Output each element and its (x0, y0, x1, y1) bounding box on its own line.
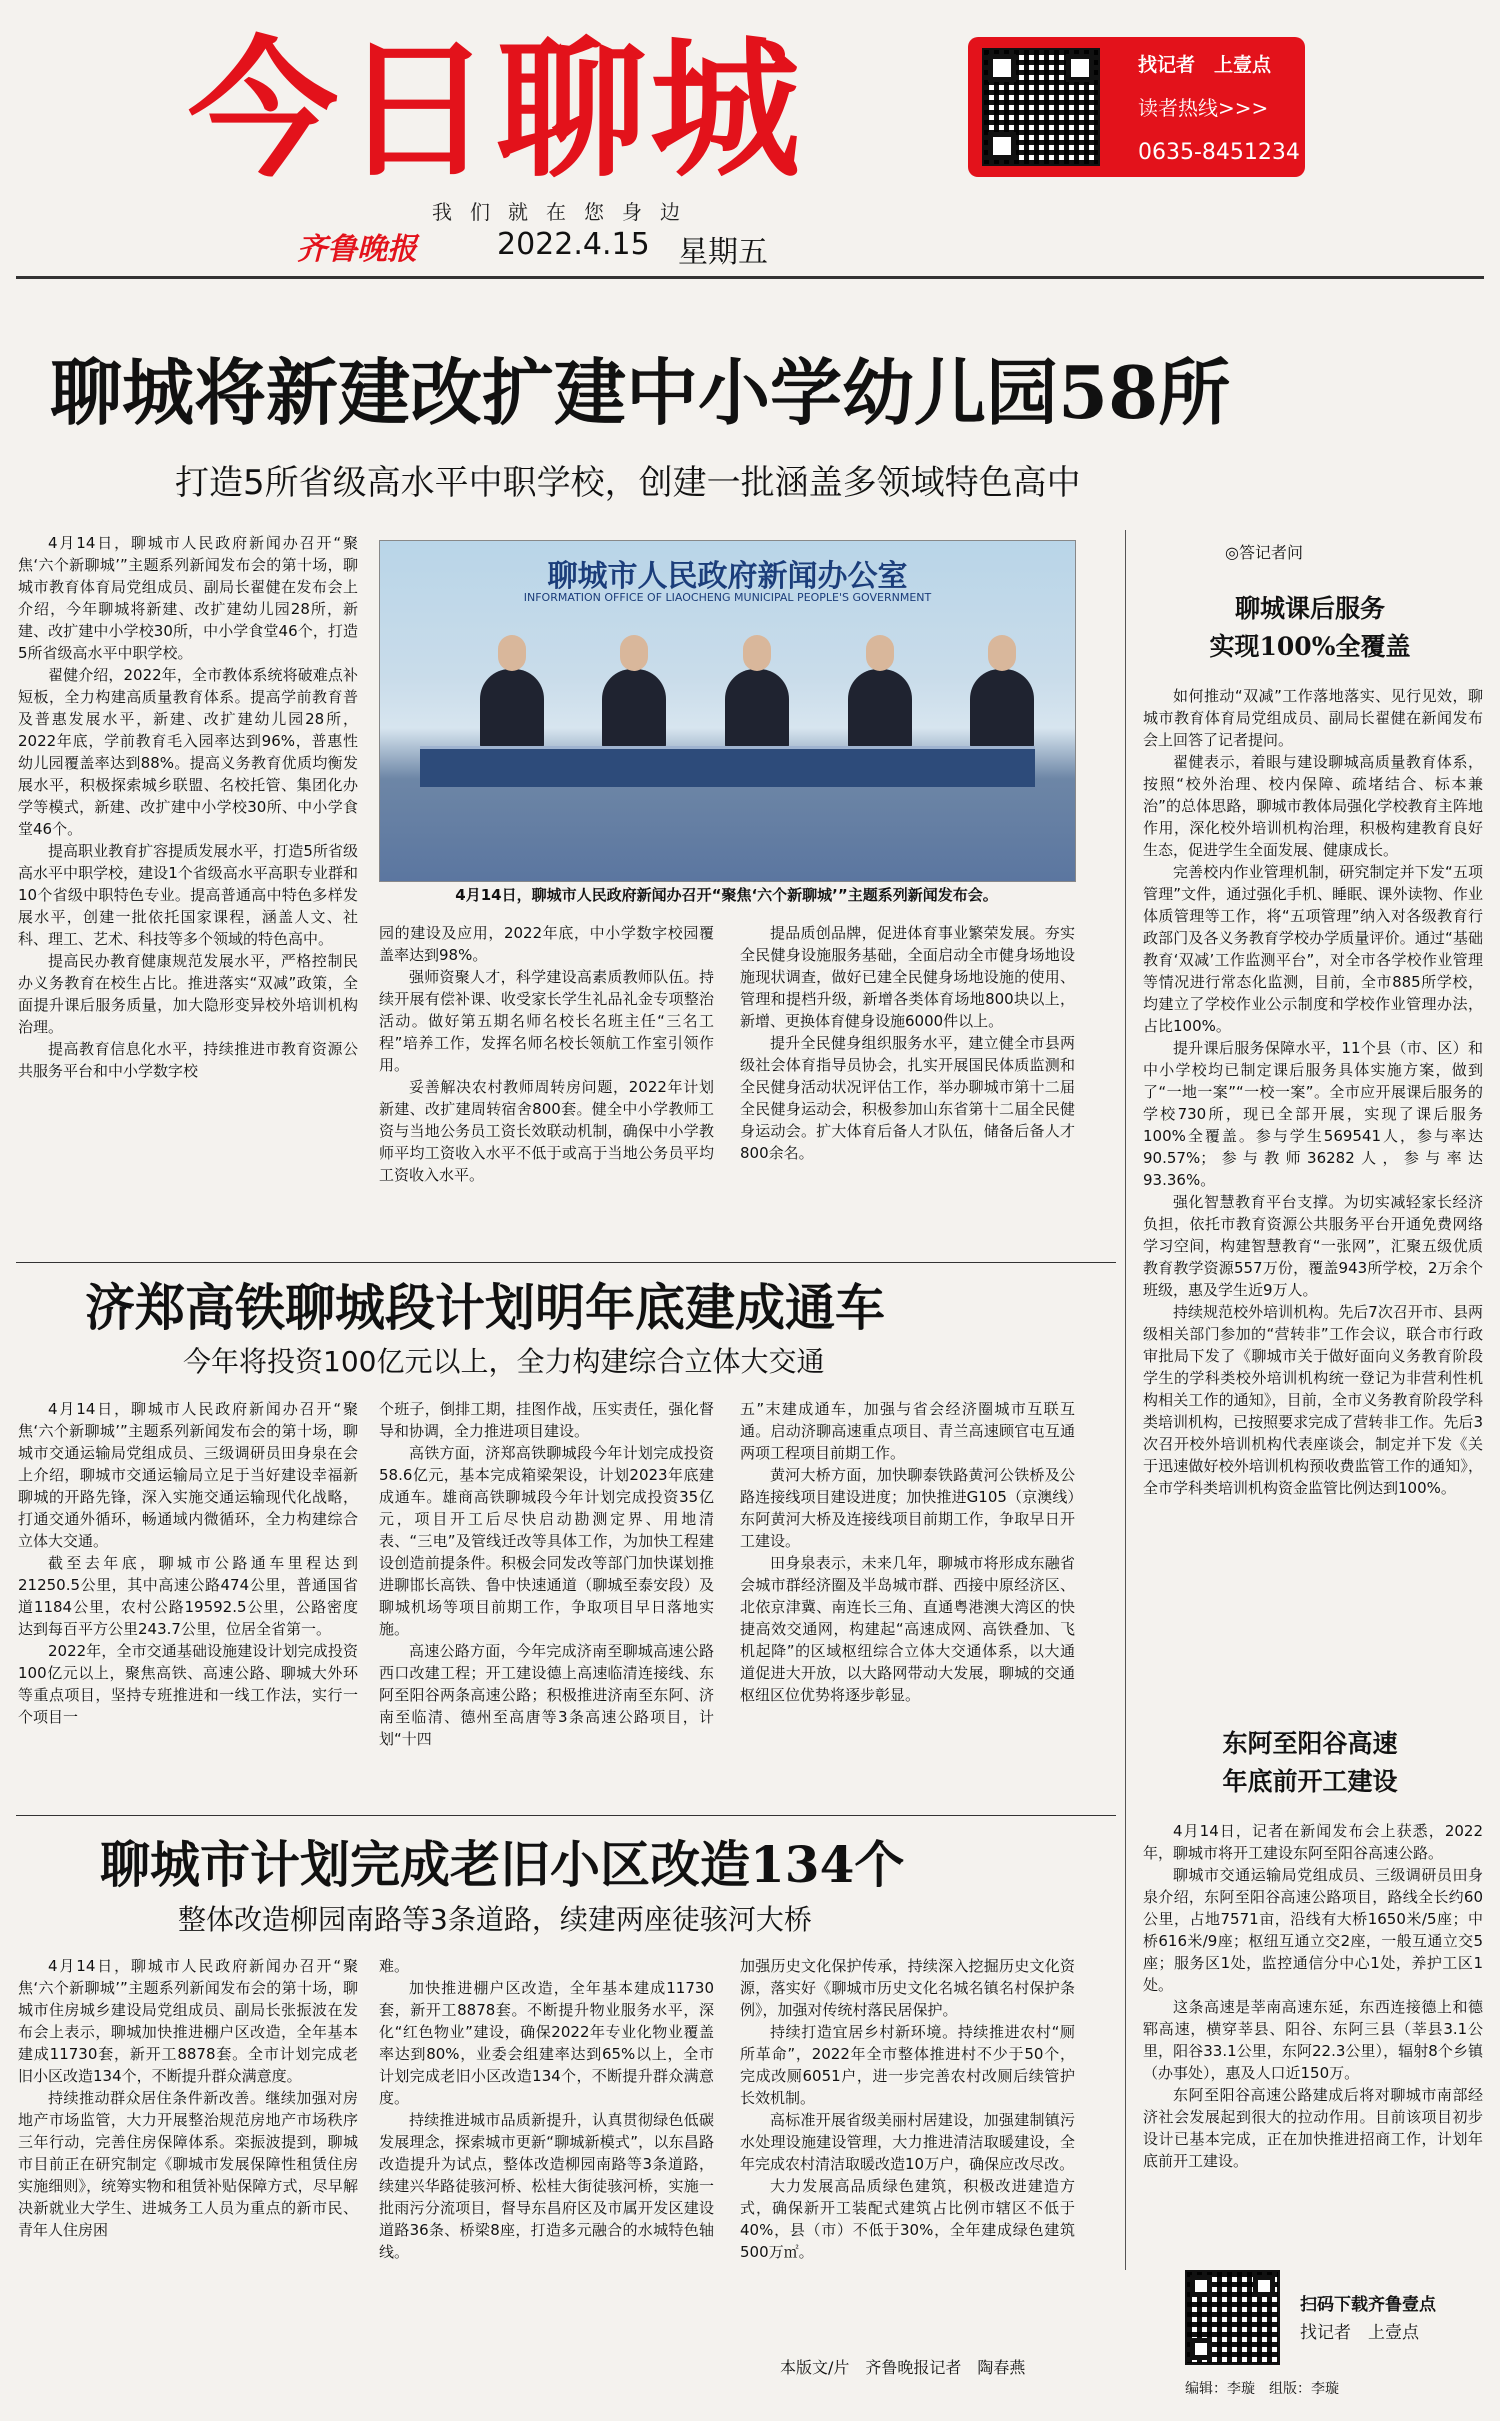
story2-headline: 济郑高铁聊城段计划明年底建成通车 (85, 1278, 885, 1337)
paragraph: 聊城市交通运输局党组成员、三级调研员田身泉介绍，东阿至阳谷高速公路项目，路线全长约60公里，占地7571亩，沿线有大桥1650米/5座；中桥616米/9座；枢纽互通立交2座，一般互通立交5座；服务区1处，监控通信分中心1处，养护工区1处。 (1143, 1866, 1483, 1994)
paragraph: 提品质创品牌，促进体育事业繁荣发展。夯实全民健身设施服务基础，全面启动全市健身场地设施现状调查，做好已建全民健身场地设施的使用、管理和提档升级，新增各类体育场地800块以上，新增、更换体育健身设施6000件以上。 (740, 924, 1075, 1030)
hotline-line1: 找记者 上壹点 (1138, 54, 1272, 76)
hotline-line2: 读者热线>>> (1138, 96, 1269, 120)
paragraph: 田身泉表示，未来几年，聊城市将形成东融省会城市群经济圈及半岛城市群、西接中原经济区、北依京津冀、南连长三角、直通粤港澳大湾区的快捷高效交通网，构建起“高速成网、高铁叠加、飞机起降”的区域枢纽综合立体大交通体系，以大通道促进大开放，以大路网带动大发展，聊城的交通枢纽区位优势将逐步彰显。 (740, 1554, 1075, 1704)
paragraph: 提高教育信息化水平，持续推进市教育资源公共服务平台和中小学数字校 (18, 1040, 358, 1080)
story3-col3 (740, 1955, 1075, 2340)
sidebar-title1-line2: 实现100%全覆盖 (1209, 632, 1411, 661)
paragraph: 4月14日，聊城市人民政府新闻办召开“聚焦‘六个新聊城’”主题系列新闻发布会的第十场，聊城市交通运输局党组成员、三级调研员田身泉在会上介绍，聊城市交通运输局立足于当好建设幸福新聊城的开路先锋，深入实施交通运输现代化战略，打通交通外循环，畅通域内微循环，全力构建综合立体大交通。 (18, 1400, 358, 1550)
paragraph: 翟健介绍，2022年，全市教体系统将破难点补短板，全力构建高质量教育体系。提高学前教育普及普惠发展水平，新建、改扩建幼儿园28所，2022年底，学前教育毛入园率达到96%，普惠性幼儿园覆盖率达到88%。提高义务教育优质均衡发展水平，积极探索城乡联盟、名校托管、集团化办学等模式，新建、改扩建中小学校30所、中小学食堂46个。 (18, 666, 358, 838)
paragraph: 提升课后服务保障水平，11个县（市、区）和中小学校均已制定课后服务具体实施方案，做到了“一地一案”“一校一案”。全市应开展课后服务的学校730所，现已全部开展，实现了课后服务100%全覆盖。参与学生569541人，参与率达90.57%；参与教师36282人，参与率达93.36%。 (1143, 1039, 1483, 1189)
section-rule (16, 1262, 1116, 1263)
paragraph: 2022年，全市交通基础设施建设计划完成投资100亿元以上，聚焦高铁、高速公路、聊城大外环等重点项目，坚持专班推进和一线工作法，实行一个项目一 (18, 1642, 358, 1726)
story3-headline: 聊城市计划完成老旧小区改造134个 (100, 1835, 905, 1894)
section-rule (16, 1815, 1116, 1816)
byline-credit: 本版文/片 齐鲁晚报记者 陶春燕 (780, 2358, 1026, 2377)
speaker-figure (725, 669, 789, 749)
paragraph: 加强历史文化保护传承，持续深入挖掘历史文化资源，落实好《聊城市历史文化名城名镇名村保护条例》，加强对传统村落民居保护。 (740, 1957, 1075, 2019)
paragraph: 高铁方面，济郑高铁聊城段今年计划完成投资58.6亿元，基本完成箱梁架设，计划2023年底建成通车。雄商高铁聊城段今年计划完成投资35亿元，项目开工后尽快启动勘测定界、用地清表、“三电”及管线迁改等具体工作，为加快工程建设创造前提条件。积极会同发改等部门加快谋划推进聊邯长高铁、鲁中快速通道（聊城至泰安段）及聊城机场等项目前期工作，争取项目早日落地实施。 (379, 1444, 714, 1638)
story1-col2 (379, 922, 714, 1254)
paragraph: 东阿至阳谷高速公路建成后将对聊城市南部经济社会发展起到很大的拉动作用。目前该项目初步设计已基本完成，正在加快推进招商工作，计划年底前开工建设。 (1143, 2086, 1483, 2170)
paragraph: 加快推进棚户区改造，全年基本建成11730套，新开工8878套。不断提升物业服务水平，深化“红色物业”建设，确保2022年专业化物业覆盖率达到80%，业委会组建率达到65%以上，全市计划完成老旧小区改造134个，不断提升群众满意度。 (379, 1979, 714, 2107)
paragraph: 翟健表示，着眼与建设聊城高质量教育体系，按照“校外治理、校内保障、疏堵结合、标本兼治”的总体思路，聊城市教体局强化学校教育主阵地作用，深化校外培训机构治理，积极构建教育良好生态，促进学生全面发展、健康成长。 (1143, 753, 1483, 859)
story2-col2 (379, 1398, 714, 1818)
press-conference-photo (379, 540, 1076, 882)
column-divider (1125, 530, 1126, 2270)
paragraph: 高标准开展省级美丽村居建设，加强建制镇污水处理设施建设管理，大力推进清洁取暖建设，全年完成农村清洁取暖改造10万户，确保应改尽改。 (740, 2111, 1075, 2173)
story2-col1 (18, 1398, 358, 1818)
story1-col3 (740, 922, 1075, 1254)
paragraph: 强师资聚人才，科学建设高素质教师队伍。持续开展有偿补课、收受家长学生礼品礼金专项整治活动。做好第五期名师名校长名班主任“三名工程”培养工作，发挥名师名校长领航工作室引领作用。 (379, 968, 714, 1074)
hotline-phone: 0635-8451234 (1138, 140, 1300, 165)
story3-subhead: 整体改造柳园南路等3条道路，续建两座徒骇河大桥 (178, 1903, 812, 1936)
paragraph: 截至去年底，聊城市公路通车里程达到21250.5公里，其中高速公路474公里，普通国省道1184公里，农村公路19592.5公里，公路密度达到每百平方公里243.7公里，位居全省第一。 (18, 1554, 358, 1638)
paragraph: 强化智慧教育平台支撑。为切实减轻家长经济负担，依托市教育资源公共服务平台开通免费网络学习空间，构建智慧教育“一张网”，汇聚五级优质教育教学资源557万份，覆盖943所学校，2万余个班级，惠及学生近9万人。 (1143, 1193, 1483, 1299)
paragraph: 妥善解决农村教师周转房问题，2022年计划新建、改扩建周转宿舍800套。健全中小学教师工资与当地公务员工资长效联动机制，确保中小学教师平均工资收入水平不低于或高于当地公务员平均工资收入水平。 (379, 1078, 714, 1184)
paragraph: 持续打造宜居乡村新环境。持续推进农村“厕所革命”，2022年全市整体推进村不少于50个，完成改厕6051户，进一步完善农村改厕后续管护长效机制。 (740, 2023, 1075, 2107)
masthead-slogan: 我们就在您身边 (432, 200, 698, 224)
paragraph: 4月14日，聊城市人民政府新闻办召开“聚焦‘六个新聊城’”主题系列新闻发布会的第十场，聊城市住房城乡建设局党组成员、副局长张振波在发布会上表示，聊城加快推进棚户区改造，全年基本建成11730套，新开工8878套。全市计划完成老旧小区改造134个，不断提升群众满意度。 (18, 1957, 358, 2085)
paragraph: 难。 (379, 1957, 410, 1975)
footer-qr-line2: 找记者 上壹点 (1300, 2323, 1419, 2343)
story3-col1 (18, 1955, 358, 2340)
paragraph: 持续推进城市品质新提升，认真贯彻绿色低碳发展理念，探索城市更新“聊城新模式”，以东昌路改造提升为试点，整体改造柳园南路等3条道路，续建兴华路徒骇河桥、松桂大街徒骇河桥，实施一批雨污分流项目，督导东昌府区及市属开发区建设道路36条、桥梁8座，打造多元融合的水城特色轴线。 (379, 2111, 714, 2261)
photo-banner: 聊城市人民政府新闻办公室 (547, 559, 908, 594)
sidebar-body2 (1143, 1820, 1483, 2260)
footer-qr-line1: 扫码下载齐鲁壹点 (1300, 2295, 1436, 2315)
sidebar-title2-line1: 东阿至阳谷高速 (1222, 1729, 1398, 1758)
paragraph: 大力发展高品质绿色建筑，积极改进建造方式，确保新开工装配式建筑占比例市辖区不低于40%，县（市）不低于30%，全年建成绿色建筑500万㎡。 (740, 2177, 1075, 2261)
story1-col1 (18, 532, 358, 1254)
qr-code-icon[interactable] (982, 48, 1100, 166)
masthead-title: 今日聊城 (188, 24, 805, 198)
paragraph: 持续规范校外培训机构。先后7次召开市、县两级相关部门参加的“营转非”工作会议，联合市行政审批局下发了《聊城市关于做好面向义务教育阶段学生的学科类校外培训机构统一登记为非营利性机构相关工作的通知》，目前，全市义务教育阶段学科类培训机构，已按照要求完成了营转非工作。先后3次召开校外培训机构代表座谈会，制定并下发《关于迅速做好校外培训机构预收费监管工作的通知》，全市学科类培训机构资金监管比例达到100%。 (1143, 1303, 1483, 1497)
sidebar-reporter: ◎答记者问 (1225, 543, 1303, 562)
story3-col2 (379, 1955, 714, 2340)
issue-weekday: 星期五 (678, 235, 768, 270)
paragraph: 高速公路方面，今年完成济南至聊城高速公路西口改建工程；开工建设德上高速临清连接线、东阿至阳谷两条高速公路；积极推进济南至东阿、济南至临清、德州至高唐等3条高速公路项目，计划“十四 (379, 1642, 714, 1748)
speaker-figure (602, 669, 666, 749)
paper-name: 齐鲁晚报 (297, 232, 417, 267)
paragraph: 提高职业教育扩容提质发展水平，打造5所省级高水平中职学校，建设1个省级高水平高职专业群和10个省级中职特色专业。提高普通高中特色多样发展水平，创建一批依托国家课程，涵盖人文、社科、理工、艺术、科技等多个领域的特色高中。 (18, 842, 358, 948)
sidebar-title1-line1: 聊城课后服务 (1234, 594, 1385, 623)
story1-headline: 聊城将新建改扩建中小学幼儿园58所 (50, 350, 1231, 435)
speaker-figure (970, 669, 1034, 749)
story2-col3 (740, 1398, 1075, 1818)
qr-code-icon[interactable] (1185, 2270, 1280, 2365)
paragraph: 4月14日，记者在新闻发布会上获悉，2022年，聊城市将开工建设东阿至阳谷高速公路。 (1143, 1822, 1483, 1862)
story1-subhead: 打造5所省级高水平中职学校，创建一批涵盖多领域特色高中 (175, 463, 1081, 503)
sidebar-title2 (1150, 1725, 1470, 1801)
paragraph: 如何推动“双减”工作落地落实、见行见效，聊城市教育体育局党组成员、副局长翟健在新闻发布会上回答了记者提问。 (1143, 687, 1483, 749)
masthead-rule (16, 276, 1484, 279)
issue-date: 2022.4.15 (497, 227, 650, 262)
speaker-figure (848, 669, 912, 749)
paragraph: 提升全民健身组织服务水平，建立健全市县两级社会体育指导员协会，扎实开展国民体质监测和全民健身活动状况评估工作，举办聊城市第十二届全民健身运动会，积极参加山东省第十二届全民健身运动会。扩大体育后备人才队伍，储备后备人才800余名。 (740, 1034, 1075, 1162)
paragraph: 提高民办教育健康规范发展水平，严格控制民办义务教育在校生占比。推进落实“双减”政策，全面提升课后服务质量，加大隐形变异校外培训机构治理。 (18, 952, 358, 1036)
sidebar-body1 (1143, 685, 1483, 1725)
photo-banner-en: INFORMATION OFFICE OF LIAOCHENG MUNICIPAL PEOPLE'S GOVERNMENT (523, 591, 932, 604)
paragraph: 这条高速是莘南高速东延，东西连接德上和德郓高速，横穿莘县、阳谷、东阿三县（莘县3.1公里，阳谷33.1公里，东阿22.3公里），辐射8个乡镇（办事处），惠及人口近150万。 (1143, 1998, 1483, 2082)
paragraph: 园的建设及应用，2022年底，中小学数字校园覆盖率达到98%。 (379, 924, 714, 964)
paragraph: 五”末建成通车，加强与省会经济圈城市互联互通。启动济聊高速重点项目、青兰高速顾官屯互通两项工程项目前期工作。 (740, 1400, 1075, 1462)
speaker-figure (480, 669, 544, 749)
photo-caption: 4月14日，聊城市人民政府新闻办召开“聚焦‘六个新聊城’”主题系列新闻发布会。 (455, 886, 998, 904)
paragraph: 4月14日，聊城市人民政府新闻办召开“聚焦‘六个新聊城’”主题系列新闻发布会的第十场，聊城市教育体育局党组成员、副局长翟健在发布会上介绍，今年聊城将新建、改扩建幼儿园28所，新建、改扩建中小学校30所，中小学食堂46个，打造5所省级高水平中职学校。 (18, 534, 358, 662)
paragraph: 个班子，倒排工期，挂图作战，压实责任，强化督导和协调，全力推进项目建设。 (379, 1400, 714, 1440)
paragraph: 完善校内作业管理机制，研究制定并下发“五项管理”文件，通过强化手机、睡眠、课外读物、作业体质管理等工作，将“五项管理”纳入对各级教育行政部门及各义务教育学校办学质量评价。通过“基础教育‘双减’工作监测平台”，对全市各学校作业管理等情况进行常态化监测，目前，全市885所学校，均建立了学校作业公示制度和学校作业管理办法，占比100%。 (1143, 863, 1483, 1035)
paragraph: 持续推动群众居住条件新改善。继续加强对房地产市场监管，大力开展整治规范房地产市场秩序三年行动，完善住房保障体系。栾振波提到，聊城市目前正在研究制定《聊城市发展保障性租赁住房实施细则》，统筹实物和租赁补贴保障方式，尽早解决新就业大学生、进城务工人员为重点的新市民、青年人住房困 (18, 2089, 358, 2239)
sidebar-title2-line2: 年底前开工建设 (1222, 1767, 1398, 1796)
conference-desk (420, 746, 1035, 787)
editor-credit: 编辑：李璇 组版：李璇 (1185, 2381, 1339, 2397)
paragraph: 黄河大桥方面，加快聊泰铁路黄河公铁桥及公路连接线项目建设进度；加快推进G105（京澳线）东阿黄河大桥及连接线项目前期工作，争取早日开工建设。 (740, 1466, 1075, 1550)
sidebar-title1 (1150, 590, 1470, 666)
story2-subhead: 今年将投资100亿元以上，全力构建综合立体大交通 (183, 1345, 825, 1378)
